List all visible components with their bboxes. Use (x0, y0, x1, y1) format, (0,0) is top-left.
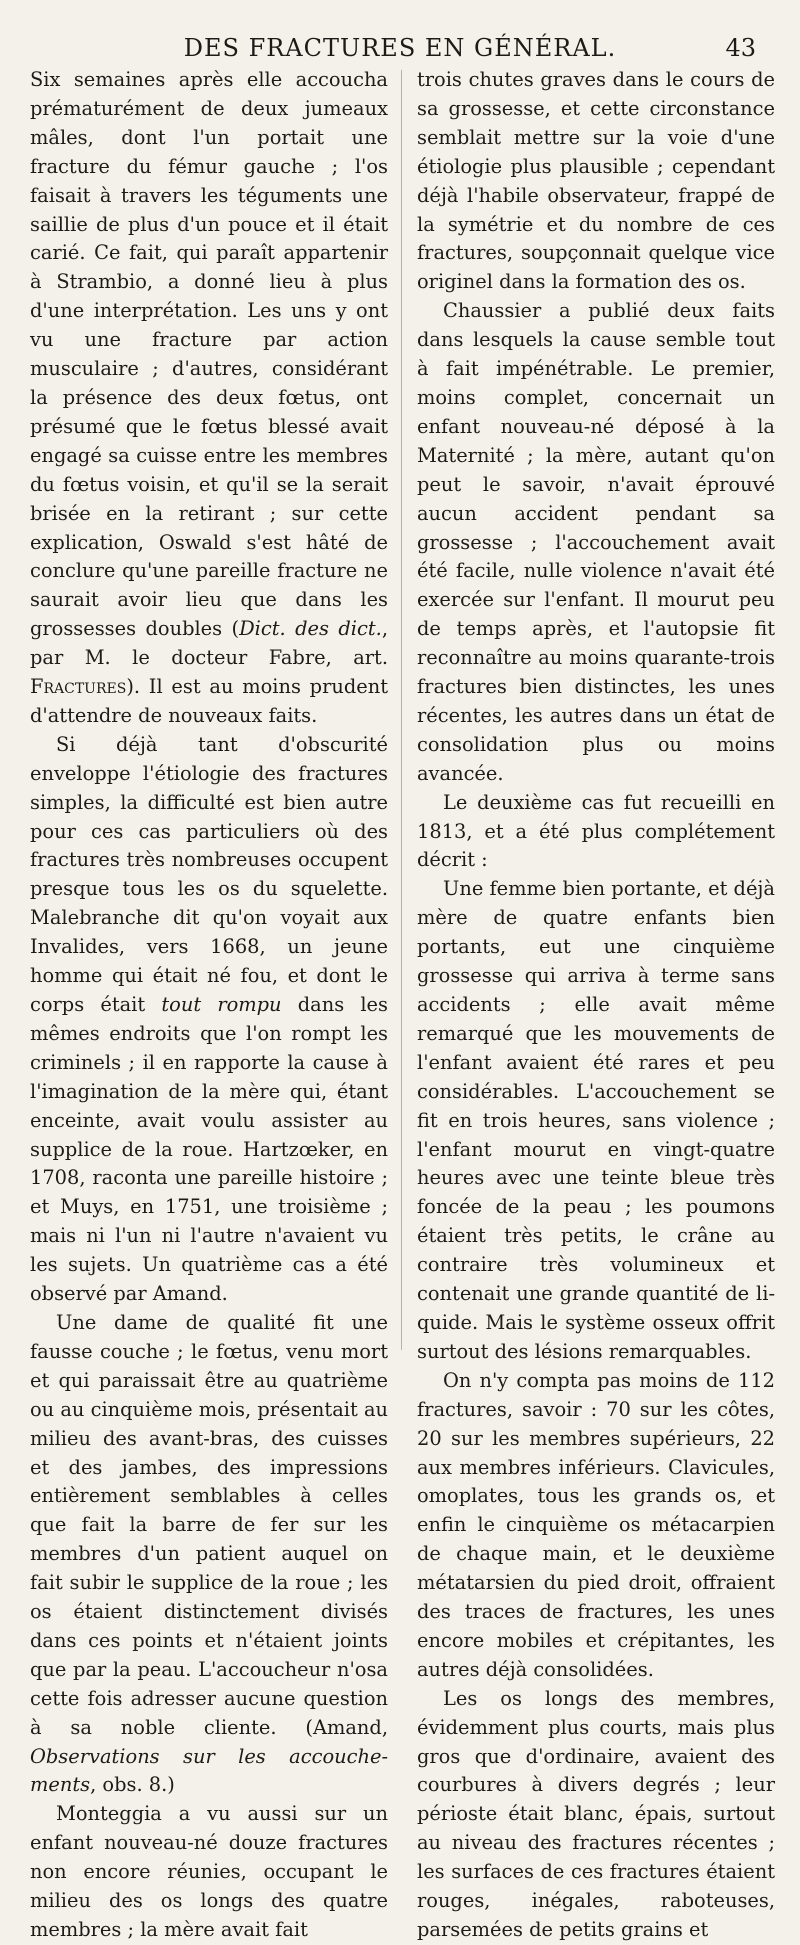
text-run: Six semaines après elle accoucha prématurément de deux jumeaux mâles, dont l'un portait une fracture du fémur gauche ; l'os faisait à travers les téguments une saillie de plus d'un pouce et il était carié. Ce fait, qui paraît appartenir à Strambio, a donné lieu à plus d'une interprétation. Les uns y ont vu une fracture par action musculaire ; d'autres, considérant la présence des deux fœtus, ont présumé que le fœtus blessé avait engagé sa cuisse entre les membres du fœtus voisin, et qu'il se la serait brisée en la retirant ; sur cette explication, Oswald s'est hâté de conclure qu'une pareille fracture ne saurait avoir lieu que dans les grossesses doubles ( (30, 68, 388, 641)
paragraph: Le deuxième cas fut recueilli en 1813, et a été plus complétement décrit : (417, 790, 775, 872)
citation-title: Dict. des dict. (239, 617, 382, 641)
left-column (30, 66, 388, 1945)
text-run: Une dame de qualité fit une fausse couche ; le fœtus, venu mort et qui paraissait être au quatrième ou au cinquième mois, présentait au milieu des avant-bras, des cuisses et des jambes, des impressions entièrement semblables à celles que fait la barre de fer sur les membres d'un patient auquel on fait subir le supplice de la roue ; les os étaient distinctement divisés dans ces points et n'étaient joints que par la peau. L'accoucheur n'osa cette fois adresser aucune question à sa noble cliente. (Amand, (30, 1310, 388, 1739)
paragraph: Monteggia a vu aussi sur un enfant nouveau-né douze fractures non encore réunies, occupant le milieu des os longs des quatre membres ; la mère avait fait (30, 1802, 388, 1941)
running-title: DES FRACTURES EN GÉNÉRAL. (183, 34, 617, 62)
paragraph: trois chutes graves dans le cours de sa grossesse, et cette circonstance semblait mettre sur la voie d'une étiologie plus plausible ; cependant déjà l'habile observateur, frappé de la symétrie et du nombre de ces fractures, soupçonnait quelque vice originel dans la formation des os. (417, 68, 775, 294)
page-header (0, 32, 800, 66)
paragraph (30, 1309, 388, 1800)
emphasis: tout rompu (161, 993, 282, 1016)
paragraph (30, 731, 388, 1309)
text-run: , obs. 8.) (90, 1773, 175, 1797)
right-column (417, 66, 775, 1945)
text-run: , par M. le docteur Fabre, art. (30, 617, 388, 670)
text-run: ). Il est au moins prudent d'attendre de nouveaux faits. (30, 675, 388, 727)
paragraph (30, 66, 388, 731)
text-run: Si déjà tant d'obscurité enveloppe l'étiologie des fractures simples, la difficulté est bien autre pour ces cas particuliers où des fractures très nombreuses occupent presque tous les os du squelette. Malebranche dit qu'on voyait aux Invalides, vers 1668, un jeune homme qui était né fou, et dont le corps était (30, 732, 388, 1016)
paragraph: Chaussier a publié deux faits dans lesquels la cause semble tout à fait impénétrable. Le premier, moins complet, concernait un enfant nouveau-né déposé à la Maternité ; la mère, autant qu'on peut le savoir, n'avait éprouvé aucun accident pendant sa grossesse ; l'accouchement avait été facile, nulle violence n'avait été exercée sur l'enfant. Il mourut peu de temps après, et l'autopsie fit reconnaître au moins quarante-trois fractures bien distinctes, les unes récentes, les autres dans un état de consolidation plus ou moins avancée. (417, 299, 775, 785)
page-number: 43 (725, 34, 756, 62)
citation-title: Observations sur les accouchements (30, 1744, 388, 1797)
text-run: dans les mêmes endroits que l'on rompt les criminels ; il en rapporte la cause à l'imagination de la mère qui, étant enceinte, avait voulu assister au supplice de la roue. Hartzœker, en 1708, raconta une pareille histoire ; et Muys, en 1751, une troisième ; mais ni l'un ni l'autre n'avaient vu les sujets. Un quatrième cas a été observé par Amand. (30, 993, 388, 1306)
paragraph: On n'y compta pas moins de 112 fractures, savoir : 70 sur les côtes, 20 sur les membres supérieurs, 22 aux membres inférieurs. Clavicules, omoplates, tous les grands os, et enfin le cinquième os métacarpien de chaque main, et le deuxième métatarsien du pied droit, offraient des traces de fractures, les unes encore mobiles et crépitantes, les autres déjà consolidées. (417, 1368, 775, 1681)
paragraph: Les os longs des membres, évidemment plus courts, mais plus gros que d'ordinaire, avaient des courbures à divers degrés ; leur périoste était blanc, épais, surtout au niveau des fractures récentes ; les surfaces de ces fractures étaient rouges, inégales, raboteuses, parsemées de petits grains et (417, 1686, 775, 1941)
paragraph: Une femme bien portante, et déjà mère de quatre enfants bien portants, eut une cinquième grossesse qui arriva à terme sans accidents ; elle avait même remarqué que les mouvements de l'enfant avaient été rares et peu considérables. L'accouchement se fit en trois heures, sans violence ; l'enfant mourut en vingt-quatre heures avec une teinte bleue très foncée de la peau ; les poumons étaient très petits, le crâne au contraire très volumineux et contenait une grande quantité de liquide. Mais le système osseux offrit surtout des lésions remarquables. (417, 877, 775, 1363)
column-divider (401, 70, 402, 1350)
article-name: Fractures (30, 675, 127, 699)
